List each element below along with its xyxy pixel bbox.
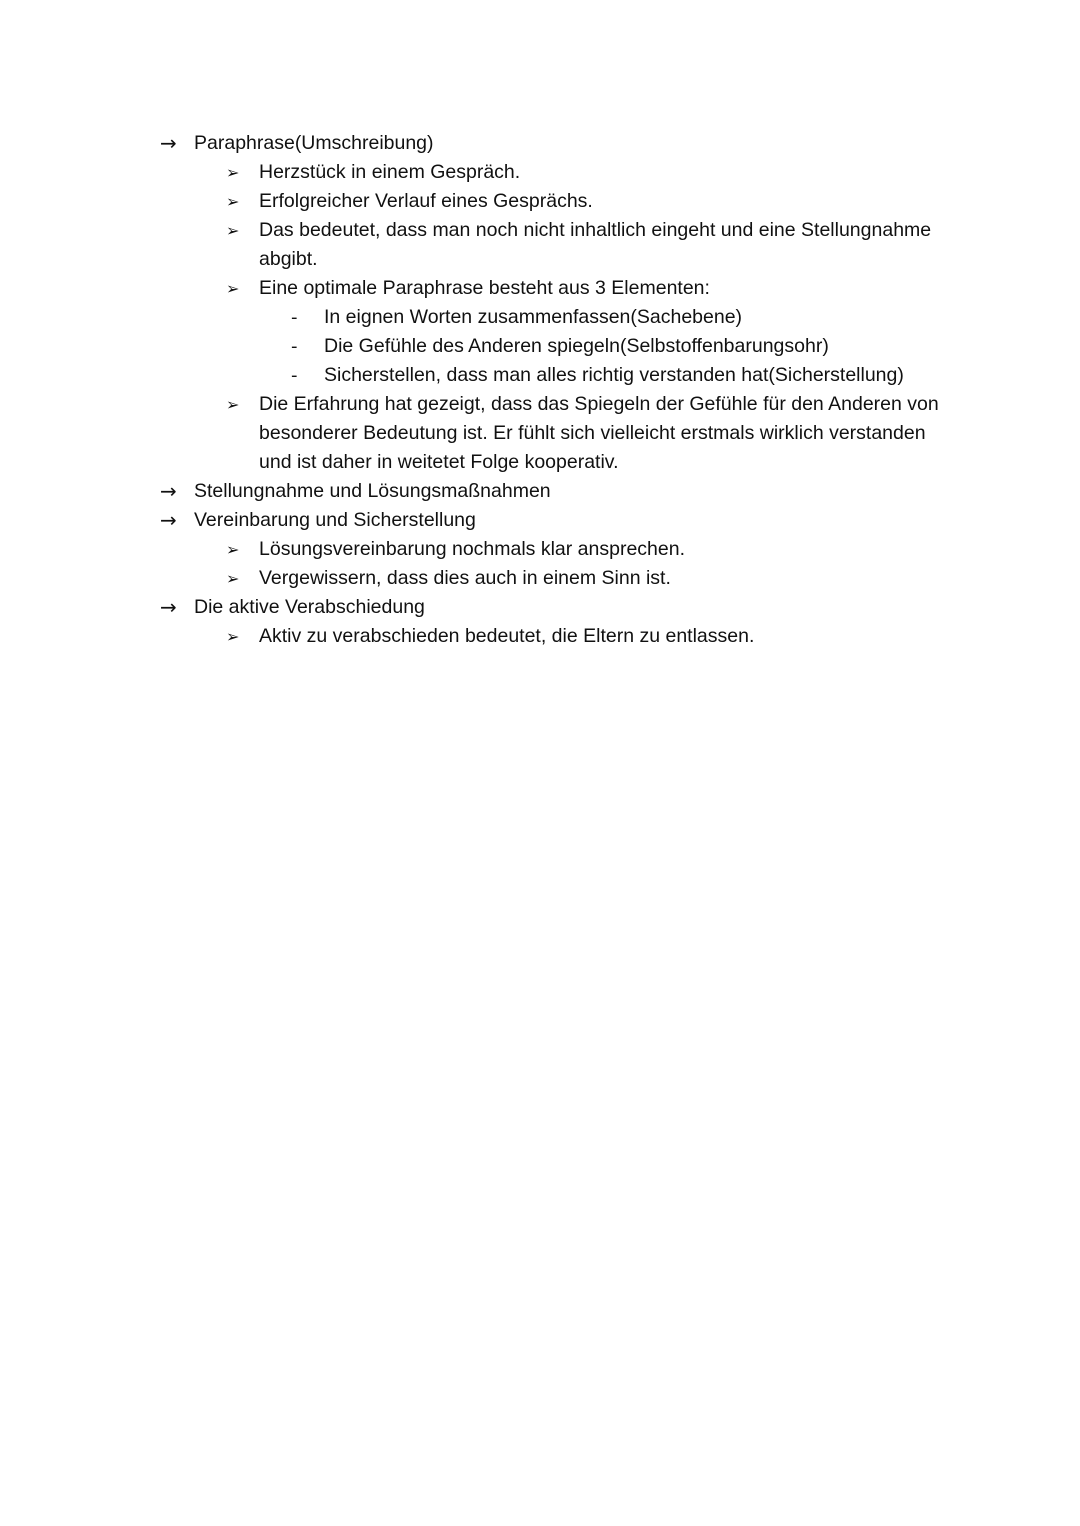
- bullet-point-text: Erfolgreicher Verlauf eines Gesprächs.: [259, 190, 593, 212]
- arrowhead-bullet-icon: ➢: [226, 627, 240, 646]
- bullet-point: [160, 535, 960, 564]
- bullet-point: [160, 216, 960, 274]
- bullet-point-text: Aktiv zu verabschieden bedeutet, die Eltern zu entlassen.: [259, 625, 755, 647]
- dash-bullet-icon: -: [291, 365, 298, 386]
- section-heading: [160, 477, 960, 506]
- arrowhead-bullet-icon: ➢: [226, 163, 240, 182]
- arrow-right-icon: →: [160, 595, 177, 619]
- bullet-point-text: Vergewissern, dass dies auch in einem Sinn ist.: [259, 567, 671, 589]
- bullet-point: [160, 187, 960, 216]
- section-heading-text: Vereinbarung und Sicherstellung: [194, 509, 476, 531]
- bullet-point: [160, 158, 960, 187]
- sub-point-text: Die Gefühle des Anderen spiegeln(Selbstoffenbarungsohr): [324, 335, 829, 357]
- arrowhead-bullet-icon: ➢: [226, 221, 240, 240]
- arrowhead-bullet-icon: ➢: [226, 192, 240, 211]
- sub-point: [160, 361, 960, 390]
- arrowhead-bullet-icon: ➢: [226, 279, 240, 298]
- section-heading-text: Stellungnahme und Lösungsmaßnahmen: [194, 480, 551, 502]
- sub-point-text: Sicherstellen, dass man alles richtig verstanden hat(Sicherstellung): [324, 364, 904, 386]
- arrow-right-icon: →: [160, 131, 177, 155]
- bullet-point: [160, 390, 960, 477]
- arrowhead-bullet-icon: ➢: [226, 540, 240, 559]
- arrow-right-icon: →: [160, 508, 177, 532]
- dash-bullet-icon: -: [291, 307, 298, 328]
- dash-bullet-icon: -: [291, 336, 298, 357]
- section-heading: [160, 593, 960, 622]
- bullet-point-text: Lösungsvereinbarung nochmals klar ansprechen.: [259, 538, 686, 560]
- bullet-point: [160, 274, 960, 303]
- arrow-right-icon: →: [160, 479, 177, 503]
- bullet-point-text: Eine optimale Paraphrase besteht aus 3 Elementen:: [259, 277, 710, 299]
- bullet-point: [160, 622, 960, 651]
- sub-point: [160, 332, 960, 361]
- sub-point: [160, 303, 960, 332]
- bullet-point: [160, 564, 960, 593]
- section-heading-text: Paraphrase(Umschreibung): [194, 132, 434, 154]
- bullet-point-text: Das bedeutet, dass man noch nicht inhaltlich eingeht und eine Stellungnahme abgibt.: [259, 219, 932, 270]
- bullet-point-text: Herzstück in einem Gespräch.: [259, 161, 521, 183]
- section-heading: [160, 129, 960, 158]
- sub-point-text: In eignen Worten zusammenfassen(Sachebene): [324, 306, 743, 328]
- arrowhead-bullet-icon: ➢: [226, 569, 240, 588]
- section-heading: [160, 506, 960, 535]
- document-content: [160, 129, 960, 651]
- arrowhead-bullet-icon: ➢: [226, 395, 240, 414]
- section-heading-text: Die aktive Verabschiedung: [194, 596, 425, 618]
- bullet-point-text: Die Erfahrung hat gezeigt, dass das Spiegeln der Gefühle für den Anderen von besonderer Bedeutung ist. Er fühlt sich vielleicht erstmals wirklich verstanden und ist daher in weitetet Folge kooperativ.: [259, 393, 939, 473]
